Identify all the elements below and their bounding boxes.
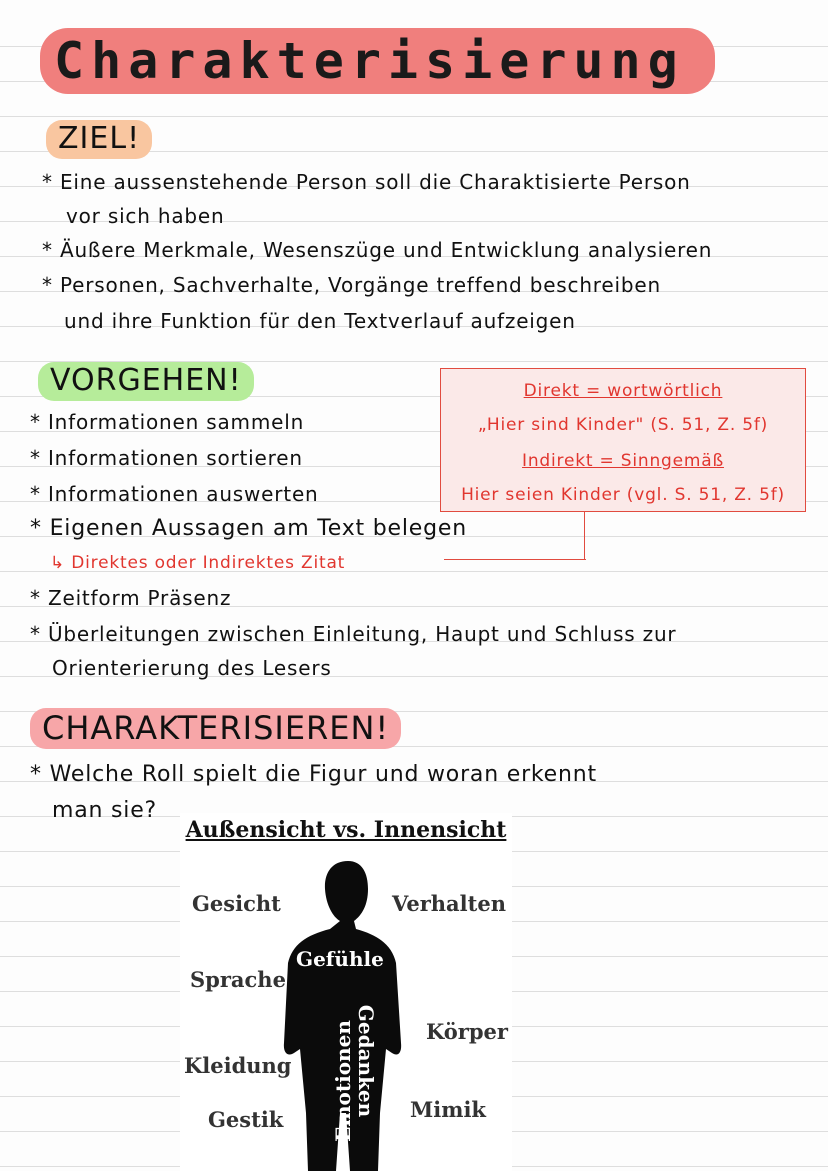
- ziel-item-1-cont: vor sich haben: [66, 204, 225, 228]
- label-gefuehle: Gefühle: [296, 947, 384, 971]
- ziel-item-2: * Äußere Merkmale, Wesenszüge und Entwicklung analysieren: [42, 238, 713, 262]
- quote-info-box: [440, 368, 806, 512]
- char-item-1-cont: man sie?: [52, 798, 158, 823]
- label-kleidung: Kleidung: [184, 1053, 292, 1078]
- vorgehen-item-6: * Überleitungen zwischen Einleitung, Haupt und Schluss zur: [30, 622, 677, 646]
- connector-line: [444, 559, 586, 560]
- label-gestik: Gestik: [208, 1107, 284, 1132]
- label-gesicht: Gesicht: [192, 891, 281, 916]
- box-direkt-example: „Hier sind Kinder" (S. 51, Z. 5f): [477, 415, 769, 435]
- label-emotionen: Emotionen: [330, 1020, 355, 1142]
- heading-ziel: ZIEL!: [46, 120, 152, 159]
- ziel-item-3-cont: und ihre Funktion für den Textverlauf aufzeigen: [64, 309, 576, 333]
- vorgehen-item-3: * Informationen auswerten: [30, 482, 319, 506]
- aussensicht-innensicht-figure: [180, 813, 512, 1171]
- zitat-note: ↳ Direktes oder Indirektes Zitat: [50, 553, 346, 573]
- box-direkt: Direkt = wortwörtlich: [523, 381, 723, 401]
- ziel-item-3: * Personen, Sachverhalte, Vorgänge treffend beschreiben: [42, 273, 661, 297]
- box-indirekt-example: Hier seien Kinder (vgl. S. 51, Z. 5f): [461, 485, 785, 505]
- ziel-item-1: * Eine aussenstehende Person soll die Charaktisierte Person: [42, 170, 691, 194]
- vorgehen-item-1: * Informationen sammeln: [30, 410, 305, 434]
- label-mimik: Mimik: [410, 1097, 486, 1122]
- label-sprache: Sprache: [190, 967, 286, 992]
- figure-title: Außensicht vs. Innensicht: [185, 817, 507, 843]
- page-title: Charakterisierung: [40, 28, 715, 94]
- vorgehen-item-5: * Zeitform Präsenz: [30, 586, 232, 610]
- vorgehen-item-6-cont: Orienterierung des Lesers: [52, 656, 332, 680]
- label-verhalten: Verhalten: [392, 891, 506, 916]
- vorgehen-item-4: * Eigenen Aussagen am Text belegen: [30, 516, 467, 541]
- heading-charakterisieren: CHARAKTERISIEREN!: [30, 708, 401, 749]
- box-indirekt: Indirekt = Sinngemäß: [522, 451, 724, 471]
- label-koerper: Körper: [426, 1019, 508, 1044]
- label-gedanken: Gedanken: [354, 1004, 379, 1118]
- connector-line-vertical: [584, 512, 585, 560]
- vorgehen-item-2: * Informationen sortieren: [30, 446, 303, 470]
- char-item-1: * Welche Roll spielt die Figur und woran erkennt: [30, 762, 597, 787]
- heading-vorgehen: VORGEHEN!: [38, 362, 254, 401]
